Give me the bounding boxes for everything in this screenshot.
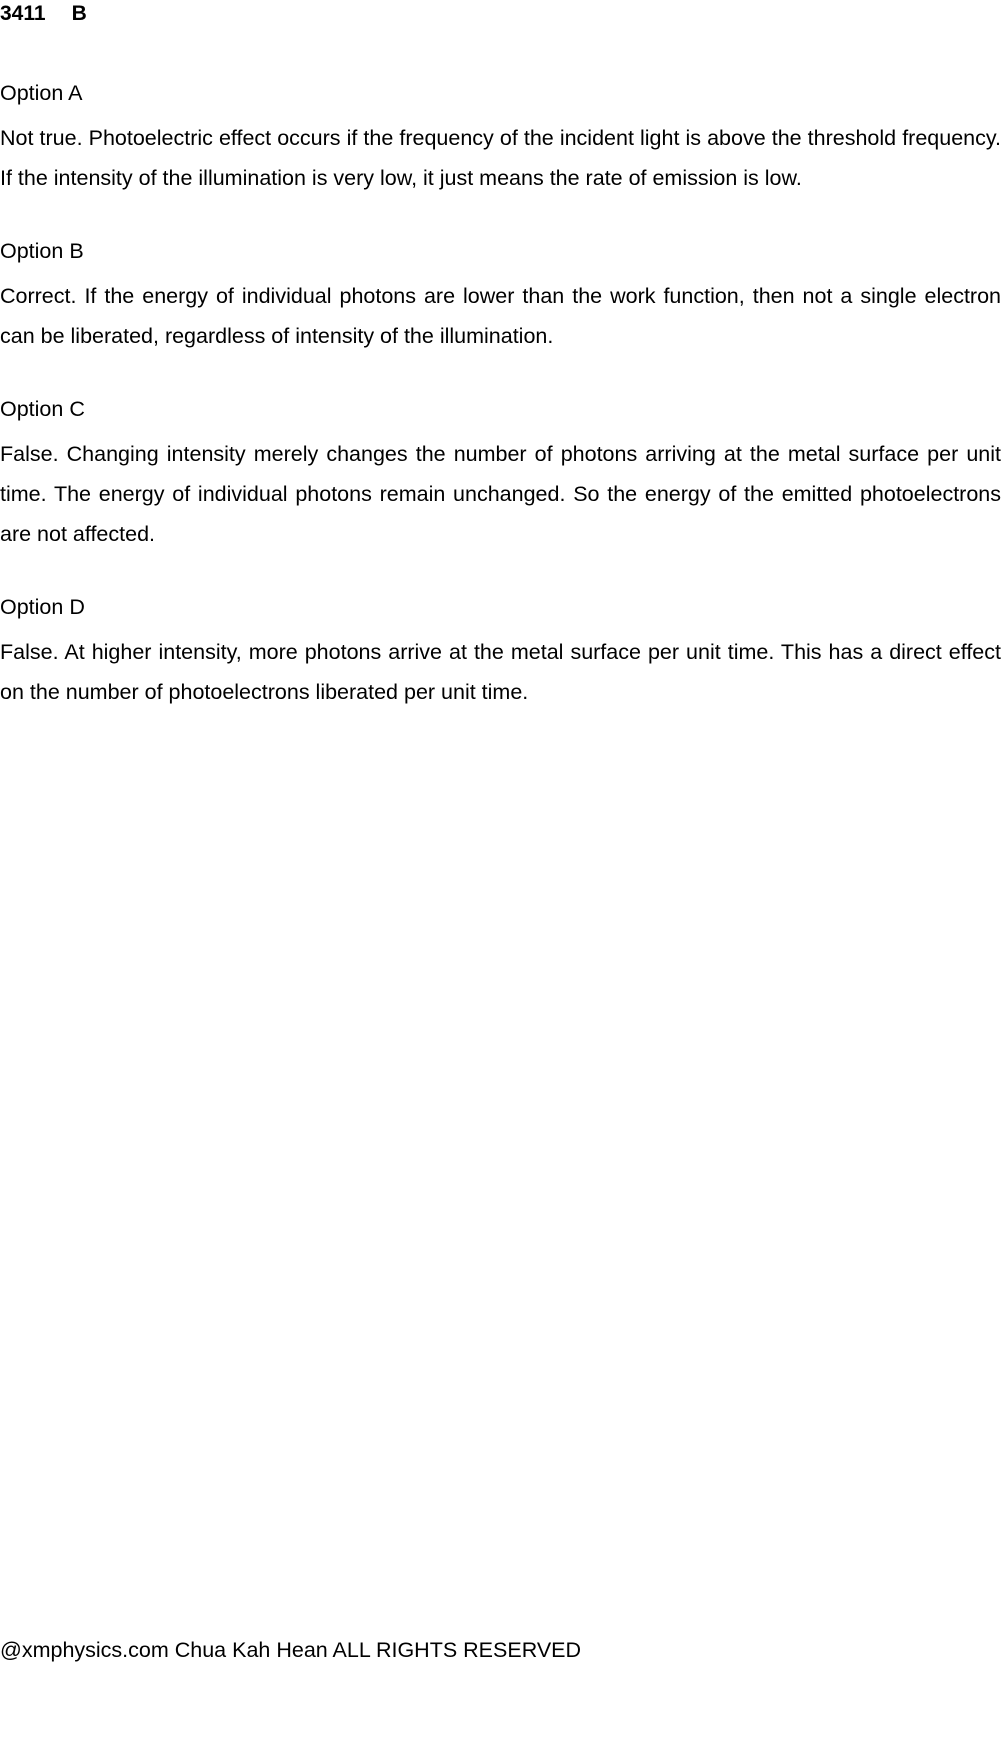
question-number: 3411: [0, 2, 46, 25]
option-d-text: False. At higher intensity, more photons arrive at the metal surface per unit time. This has a direct effect on the number of photoelectrons liberated per unit time.: [0, 640, 1001, 704]
option-c-title: Option C: [0, 397, 85, 421]
option-b: [0, 237, 1001, 356]
option-a: [0, 79, 1001, 198]
option-c-text: False. Changing intensity merely changes the number of photons arriving at the metal surface per unit time. The energy of individual photons remain unchanged. So the energy of the emitted photoelectrons are not affected.: [0, 442, 1001, 546]
question-header: [0, 0, 87, 28]
option-c: [0, 395, 1001, 554]
copyright-footer: @xmphysics.com Chua Kah Hean ALL RIGHTS RESERVED: [0, 1638, 582, 1662]
question-answer: B: [71, 2, 87, 25]
option-b-title: Option B: [0, 239, 84, 263]
options-list: [0, 79, 1001, 751]
option-b-text: Correct. If the energy of individual photons are lower than the work function, then not a single electron can be liberated, regardless of intensity of the illumination.: [0, 284, 1001, 348]
option-d: [0, 593, 1001, 712]
option-d-title: Option D: [0, 595, 85, 619]
option-a-text: Not true. Photoelectric effect occurs if the frequency of the incident light is above the threshold frequency. If the intensity of the illumination is very low, it just means the rate of emission is low.: [0, 126, 1001, 190]
option-a-title: Option A: [0, 81, 83, 105]
